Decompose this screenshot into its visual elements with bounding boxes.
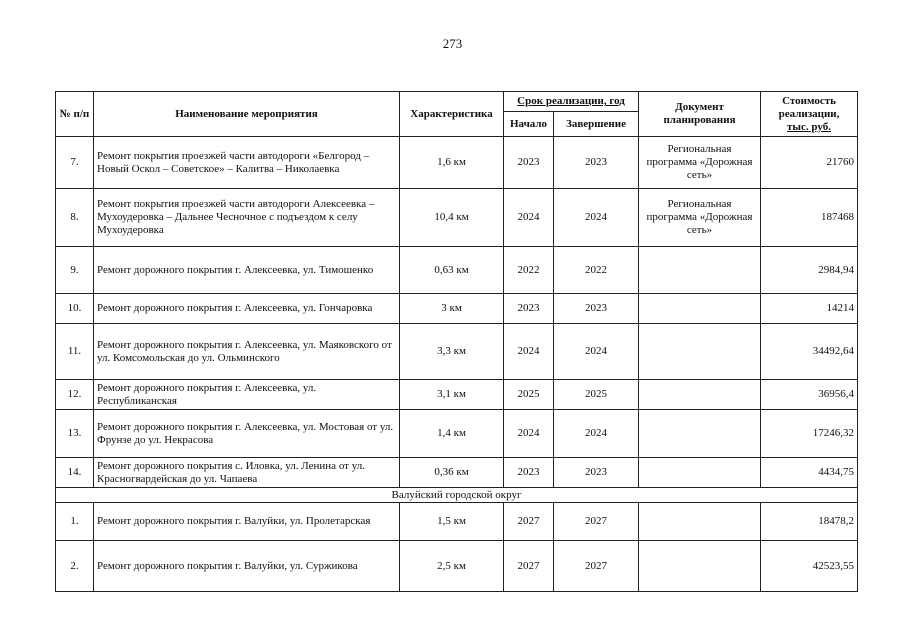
header-document: Документ планирования [639,92,761,137]
row-num: 2. [56,541,94,592]
row-document [639,324,761,380]
row-end: 2024 [554,324,639,380]
row-end: 2024 [554,189,639,247]
section-row [56,488,858,503]
row-document [639,541,761,592]
header-period: Срок реализации, год [504,92,639,112]
row-num: 12. [56,380,94,410]
row-start: 2023 [504,294,554,324]
row-cost: 42523,55 [761,541,858,592]
table-row [56,137,858,189]
row-start: 2024 [504,189,554,247]
row-characteristic: 0,36 км [400,458,504,488]
row-cost: 34492,64 [761,324,858,380]
row-num: 14. [56,458,94,488]
row-characteristic: 10,4 км [400,189,504,247]
table-row [56,458,858,488]
row-start: 2023 [504,137,554,189]
row-document [639,247,761,294]
table-header [56,92,858,137]
table-row [56,410,858,458]
row-end: 2023 [554,294,639,324]
row-end: 2022 [554,247,639,294]
row-num: 10. [56,294,94,324]
row-characteristic: 1,5 км [400,503,504,541]
row-num: 8. [56,189,94,247]
table-body [56,137,858,592]
row-start: 2024 [504,410,554,458]
table-row [56,324,858,380]
row-characteristic: 3,1 км [400,380,504,410]
table-row [56,189,858,247]
row-end: 2024 [554,410,639,458]
row-characteristic: 0,63 км [400,247,504,294]
row-start: 2027 [504,503,554,541]
table-row [56,541,858,592]
row-document: Региональная программа «Дорожная сеть» [639,189,761,247]
header-cost-line3: тыс. руб. [787,120,831,133]
header-end: Завершение [554,112,639,137]
row-num: 13. [56,410,94,458]
row-document [639,294,761,324]
row-document [639,410,761,458]
header-characteristic: Характеристика [400,92,504,137]
table-row [56,380,858,410]
row-document [639,503,761,541]
row-characteristic: 1,6 км [400,137,504,189]
row-characteristic: 3 км [400,294,504,324]
row-name: Ремонт дорожного покрытия г. Алексеевка, ул. Гончаровка [94,294,400,324]
table-row [56,503,858,541]
row-name: Ремонт дорожного покрытия г. Алексеевка, ул. Маяковского от ул. Комсомольская до ул. Ольминского [94,324,400,380]
row-end: 2023 [554,458,639,488]
row-characteristic: 3,3 км [400,324,504,380]
row-document [639,458,761,488]
row-num: 7. [56,137,94,189]
row-name: Ремонт дорожного покрытия г. Алексеевка, ул. Тимошенко [94,247,400,294]
row-document [639,380,761,410]
section-title: Валуйский городской округ [56,488,858,503]
row-cost: 21760 [761,137,858,189]
header-cost [761,92,858,137]
row-cost: 18478,2 [761,503,858,541]
row-characteristic: 2,5 км [400,541,504,592]
row-end: 2025 [554,380,639,410]
row-name: Ремонт дорожного покрытия г. Алексеевка, ул. Республиканская [94,380,400,410]
road-repair-table [55,91,858,592]
row-name: Ремонт покрытия проезжей части автодороги «Белгород – Новый Оскол – Советское» – Калитва – Николаевка [94,137,400,189]
row-end: 2023 [554,137,639,189]
row-cost: 2984,94 [761,247,858,294]
header-cost-line2: реализации, [778,107,840,120]
table-row [56,294,858,324]
row-start: 2023 [504,458,554,488]
row-name: Ремонт покрытия проезжей части автодороги Алексеевка – Мухоудеровка – Дальнее Чесночное с подъездом к селу Мухоудеровка [94,189,400,247]
page-number: 273 [442,36,463,51]
table-row [56,247,858,294]
row-start: 2025 [504,380,554,410]
row-name: Ремонт дорожного покрытия г. Алексеевка, ул. Мостовая от ул. Фрунзе до ул. Некрасова [94,410,400,458]
row-cost: 4434,75 [761,458,858,488]
row-name: Ремонт дорожного покрытия г. Валуйки, ул. Пролетарская [94,503,400,541]
row-name: Ремонт дорожного покрытия с. Иловка, ул. Ленина от ул. Красногвардейская до ул. Чапаева [94,458,400,488]
row-num: 9. [56,247,94,294]
row-num: 11. [56,324,94,380]
header-cost-line1: Стоимость [782,94,836,107]
header-num: № п/п [56,92,94,137]
row-cost: 36956,4 [761,380,858,410]
row-start: 2027 [504,541,554,592]
row-cost: 17246,32 [761,410,858,458]
header-name: Наименование мероприятия [94,92,400,137]
row-num: 1. [56,503,94,541]
row-start: 2022 [504,247,554,294]
row-document: Региональная программа «Дорожная сеть» [639,137,761,189]
header-start: Начало [504,112,554,137]
row-cost: 14214 [761,294,858,324]
row-end: 2027 [554,503,639,541]
row-cost: 187468 [761,189,858,247]
row-characteristic: 1,4 км [400,410,504,458]
row-name: Ремонт дорожного покрытия г. Валуйки, ул. Суржикова [94,541,400,592]
row-start: 2024 [504,324,554,380]
row-end: 2027 [554,541,639,592]
